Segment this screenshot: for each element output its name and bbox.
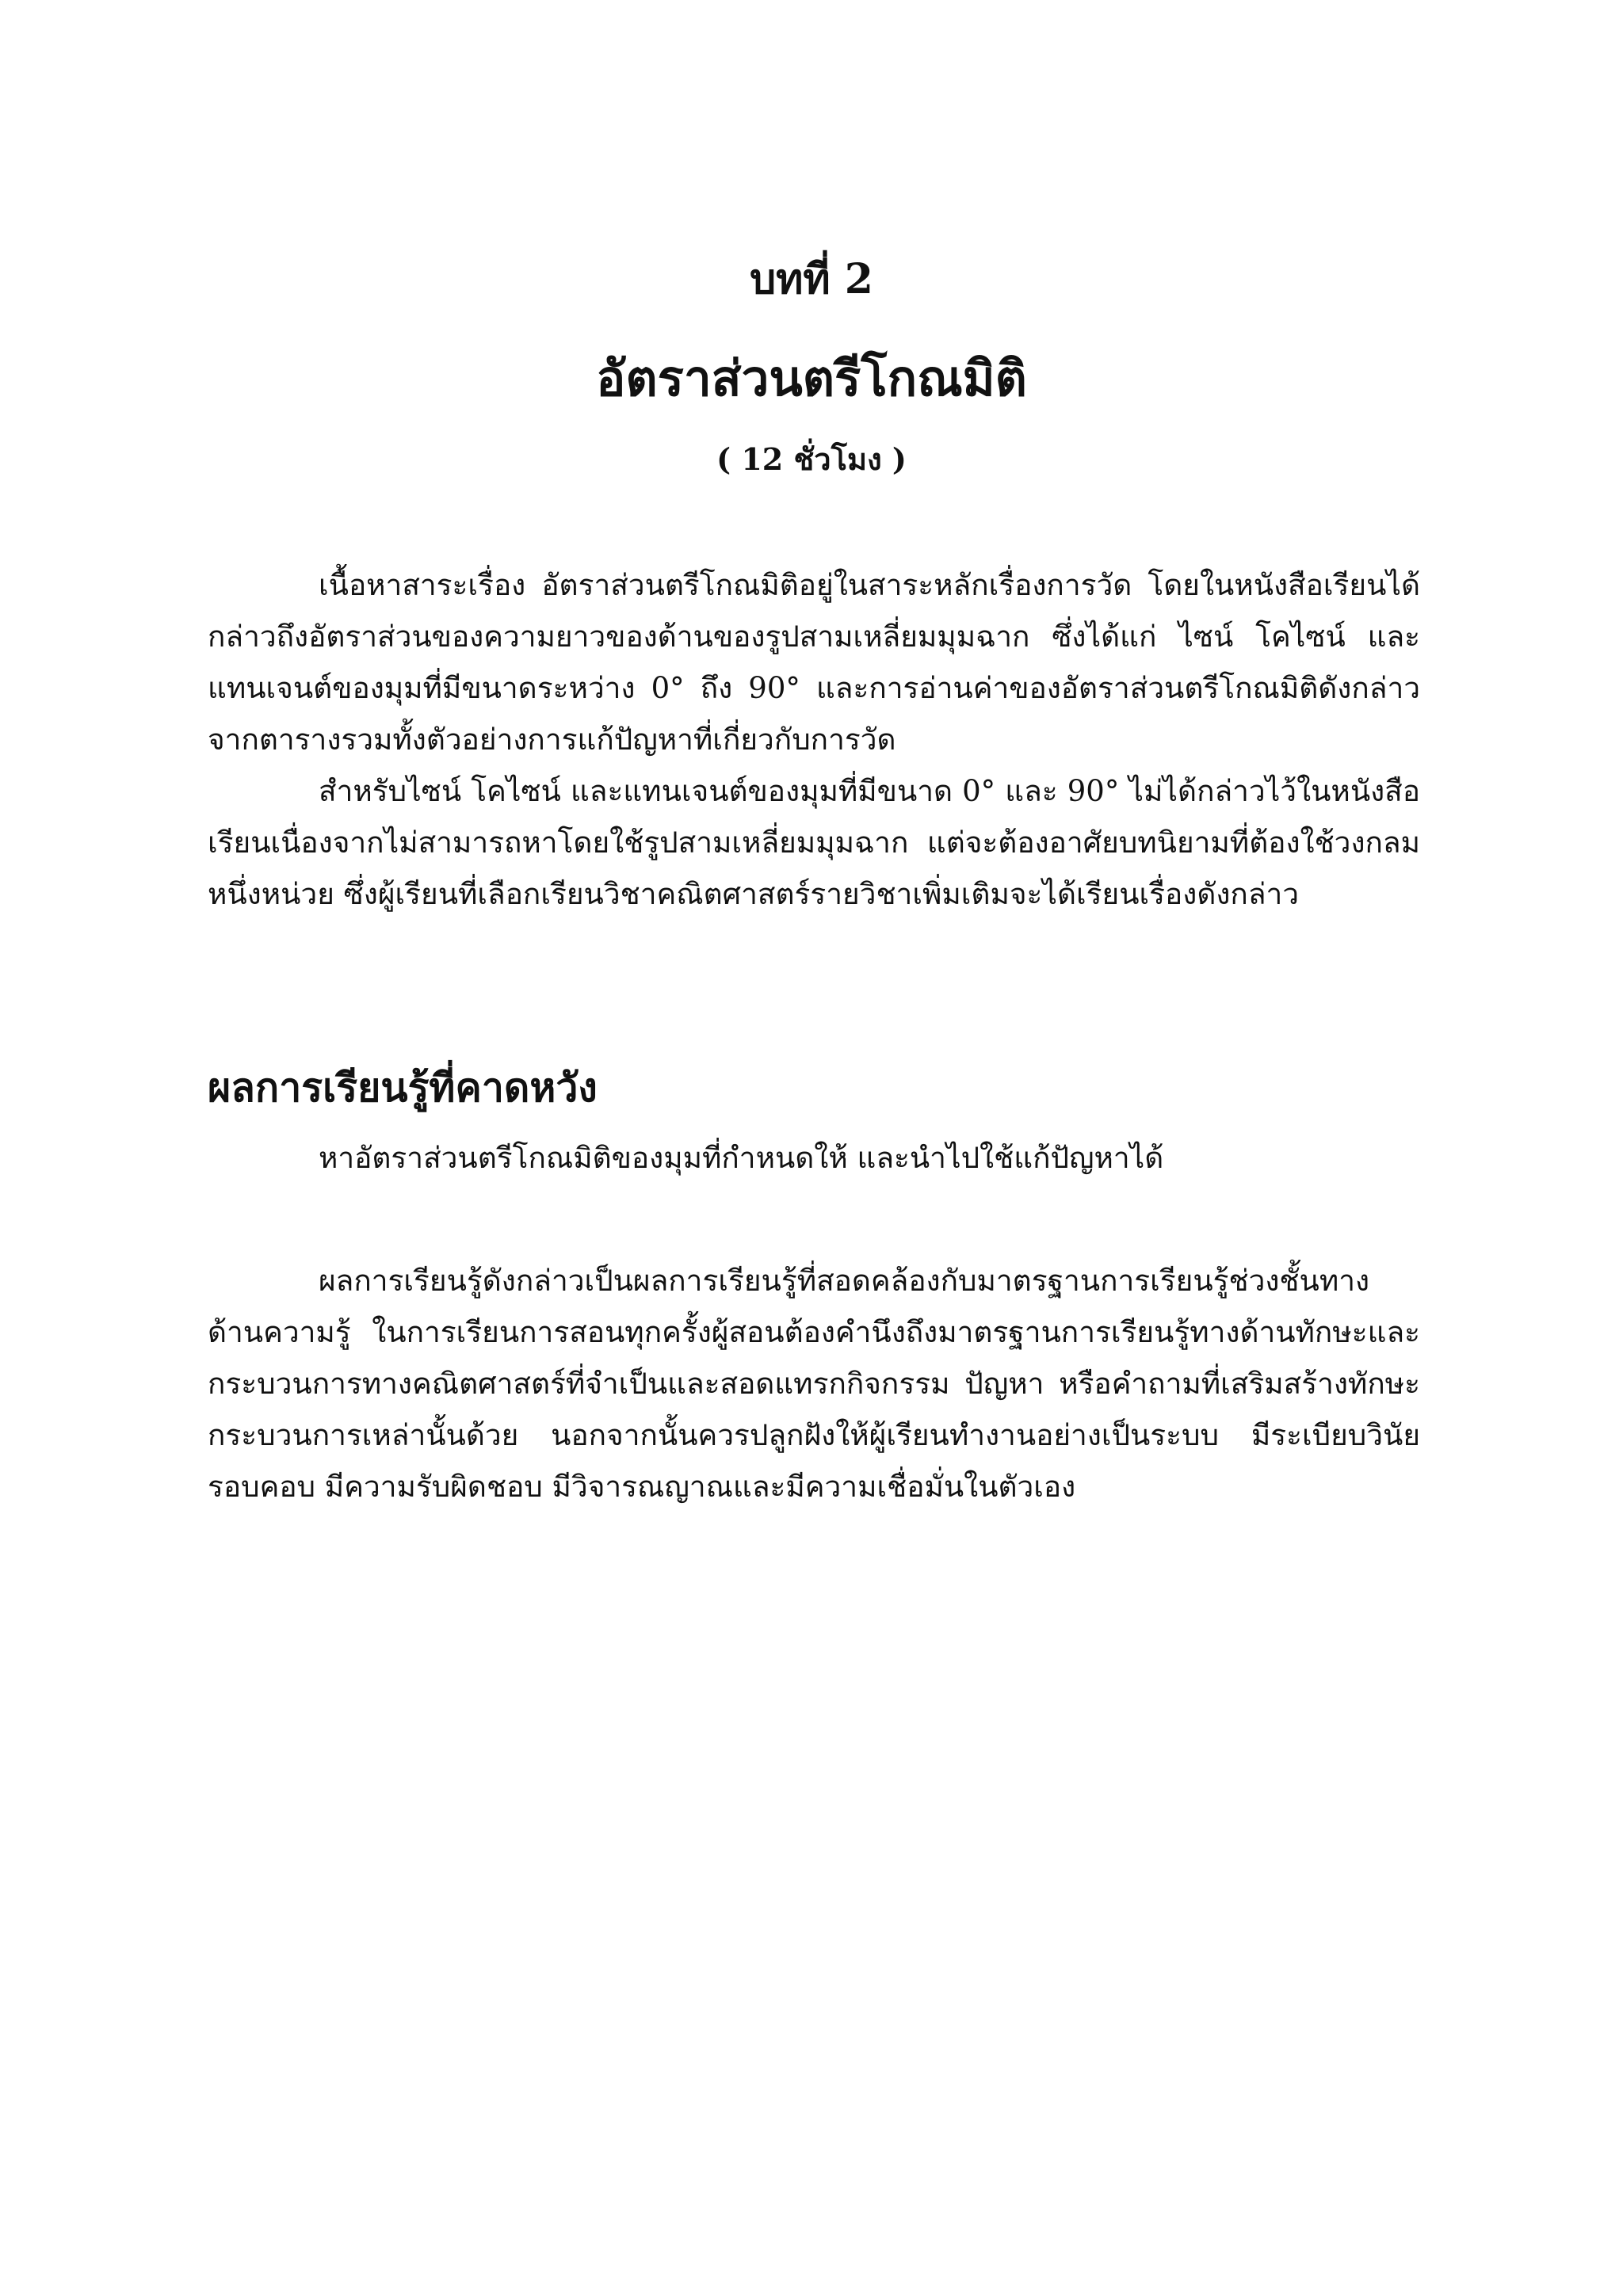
outcomes-paragraph: ผลการเรียนรู้ดังกล่าวเป็นผลการเรียนรู้ที่สอดคล้องกับมาตรฐานการเรียนรู้ช่วงชั้นทางด้านความรู้ ในการเรียนการสอนทุกครั้งผู้สอนต้องคำนึงถึงมาตรฐานการเรียนรู้ทางด้านทักษะและกระบวนการทางคณิตศาสตร์ที่จำเป็นและสอดแทรกกิจกรรม ปัญหา หรือคำถามที่เสริมสร้างทักษะกระบวนการเหล่านั้นด้วย นอกจากนั้นควรปลูกฝังให้ผู้เรียนทำงานอย่างเป็นระบบ มีระเบียบวินัย รอบคอบ มีความรับผิดชอบ มีวิจารณญาณและมีความเชื่อมั่นในตัวเอง [208,1264,1420,1504]
outcome-item: หาอัตราส่วนตรีโกณมิติของมุมที่กำหนดให้ และนำไปใช้แก้ปัญหาได้ [319,1141,1164,1175]
intro-paragraph-2: สำหรับไซน์ โคไซน์ และแทนเจนต์ของมุมที่มีขนาด 0° และ 90° ไม่ได้กล่าวไว้ในหนังสือเรียนเนื่องจากไม่สามารถหาโดยใช้รูปสามเหลี่ยมมุมฉาก แต่จะต้องอาศัยบทนิยามที่ต้องใช้วงกลมหนึ่งหน่วย ซึ่งผู้เรียนที่เลือกเรียนวิชาคณิตศาสตร์รายวิชาเพิ่มเติมจะได้เรียนเรื่องดังกล่าว [208,774,1420,911]
chapter-title: อัตราส่วนตรีโกณมิติ [596,349,1027,407]
outcomes-section [208,1255,1420,1512]
outcomes-heading: ผลการเรียนรู้ที่คาดหวัง [208,1064,598,1111]
chapter-hours: ( 12 ชั่วโมง ) [716,441,907,477]
intro-section [208,559,1420,920]
intro-paragraph-1: เนื้อหาสาระเรื่อง อัตราส่วนตรีโกณมิติอยู่ในสาระหลักเรื่องการวัด โดยในหนังสือเรียนได้กล่าวถึงอัตราส่วนของความยาวของด้านของรูปสามเหลี่ยมมุมฉาก ซึ่งได้แก่ ไซน์ โคไซน์ และแทนเจนต์ของมุมที่มีขนาดระหว่าง 0° ถึง 90° และการอ่านค่าของอัตราส่วนตรีโกณมิติดังกล่าวจากตารางรวมทั้งตัวอย่างการแก้ปัญหาที่เกี่ยวกับการวัด [208,568,1420,757]
chapter-number: บทที่ 2 [750,255,873,303]
